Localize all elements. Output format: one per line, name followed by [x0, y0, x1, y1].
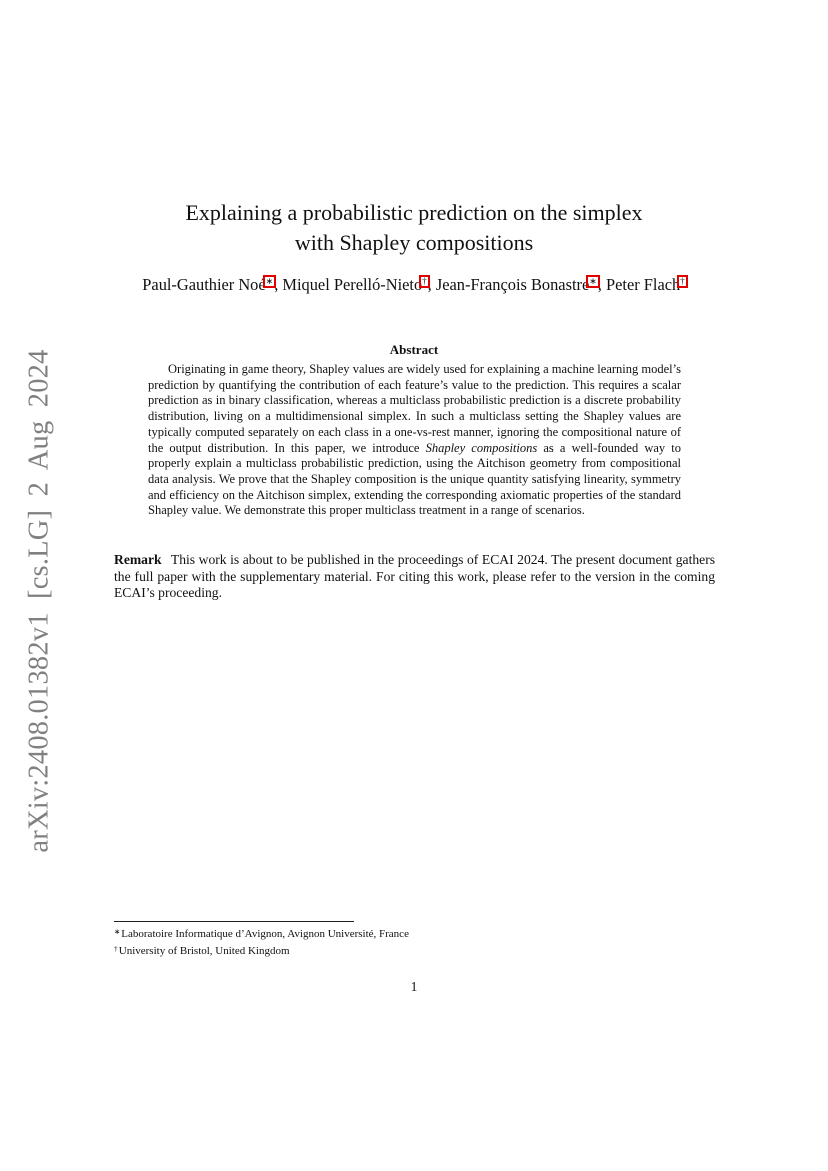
- footnotes: [114, 925, 714, 958]
- footnote-text: Laboratoire Informatique d’Avignon, Avignon Université, France: [121, 928, 409, 940]
- title-line-1: Explaining a probabilistic prediction on the simplex: [185, 200, 643, 225]
- abstract-heading: Abstract: [389, 342, 439, 357]
- footnote-item: [114, 942, 714, 959]
- footnote-link-affiliation[interactable]: ∗: [589, 275, 597, 286]
- footnote-mark: ∗: [114, 927, 121, 936]
- abstract-body: [148, 362, 681, 519]
- remark-label: Remark: [114, 552, 162, 567]
- author-name: Jean-François Bonastre: [435, 275, 590, 294]
- footnote-link-affiliation[interactable]: ∗: [265, 275, 274, 286]
- author-name: Peter Flach: [606, 275, 681, 294]
- abstract-emphasis: Shapley compositions: [425, 440, 538, 455]
- footnote-text: University of Bristol, United Kingdom: [118, 944, 290, 957]
- abstract-text: as a well-founded way to properly explain a multiclass probabilistic prediction, using the Aitchison geometry from compositional data analysis. We prove that the Shapley composition is the unique quantity satisfying linearity, symmetry and efficiency on the Aitchison simplex, extending the corresponding axiomatic properties of the standard Shapley value. We demonstrate this proper multiclass treatment in a range of scenarios.: [148, 440, 682, 518]
- arxiv-identifier-text: arXiv:2408.01382v1 [cs.LG] 2 Aug 2024: [24, 349, 55, 853]
- footnote-item: [114, 925, 714, 942]
- remark-text: This work is about to be published in the proceedings of ECAI 2024. The present document gathers the full paper with the supplementary material. For citing this work, please refer to the version in the coming ECAI’s proceeding.: [114, 552, 716, 600]
- author-list: Paul-Gauthier Noé∗, Miquel Perelló-Nieto†, Jean-François Bonastre∗, Peter Flach†: [142, 275, 685, 294]
- arxiv-identifier-stamp: [16, 349, 64, 853]
- page-number: 1: [410, 979, 418, 994]
- remark-paragraph: [114, 552, 715, 602]
- paper-title: [0, 198, 828, 258]
- footnote-separator: [114, 921, 354, 922]
- footnote-link-affiliation[interactable]: †: [680, 275, 685, 286]
- abstract-text: Originating in game theory, Shapley values are widely used for explaining a machine learning model’s prediction by quantifying the contribution of each feature’s value to the prediction. This requires a scalar prediction as in binary classification, whereas a multiclass probabilistic prediction is a discrete probability distribution, living on a multidimensional simplex. In such a multiclass setting the Shapley values are typically computed separately on each class in a one-vs-rest manner, ignoring the compositional nature of the output distribution. In this paper, we introduce: [148, 362, 681, 455]
- footnote-mark: †: [114, 943, 118, 953]
- title-line-2: with Shapley compositions: [294, 230, 534, 255]
- author-name: Miquel Perelló-Nieto: [282, 275, 423, 294]
- author-name: Paul-Gauthier Noé: [142, 275, 266, 294]
- footnote-link-affiliation[interactable]: †: [422, 275, 427, 286]
